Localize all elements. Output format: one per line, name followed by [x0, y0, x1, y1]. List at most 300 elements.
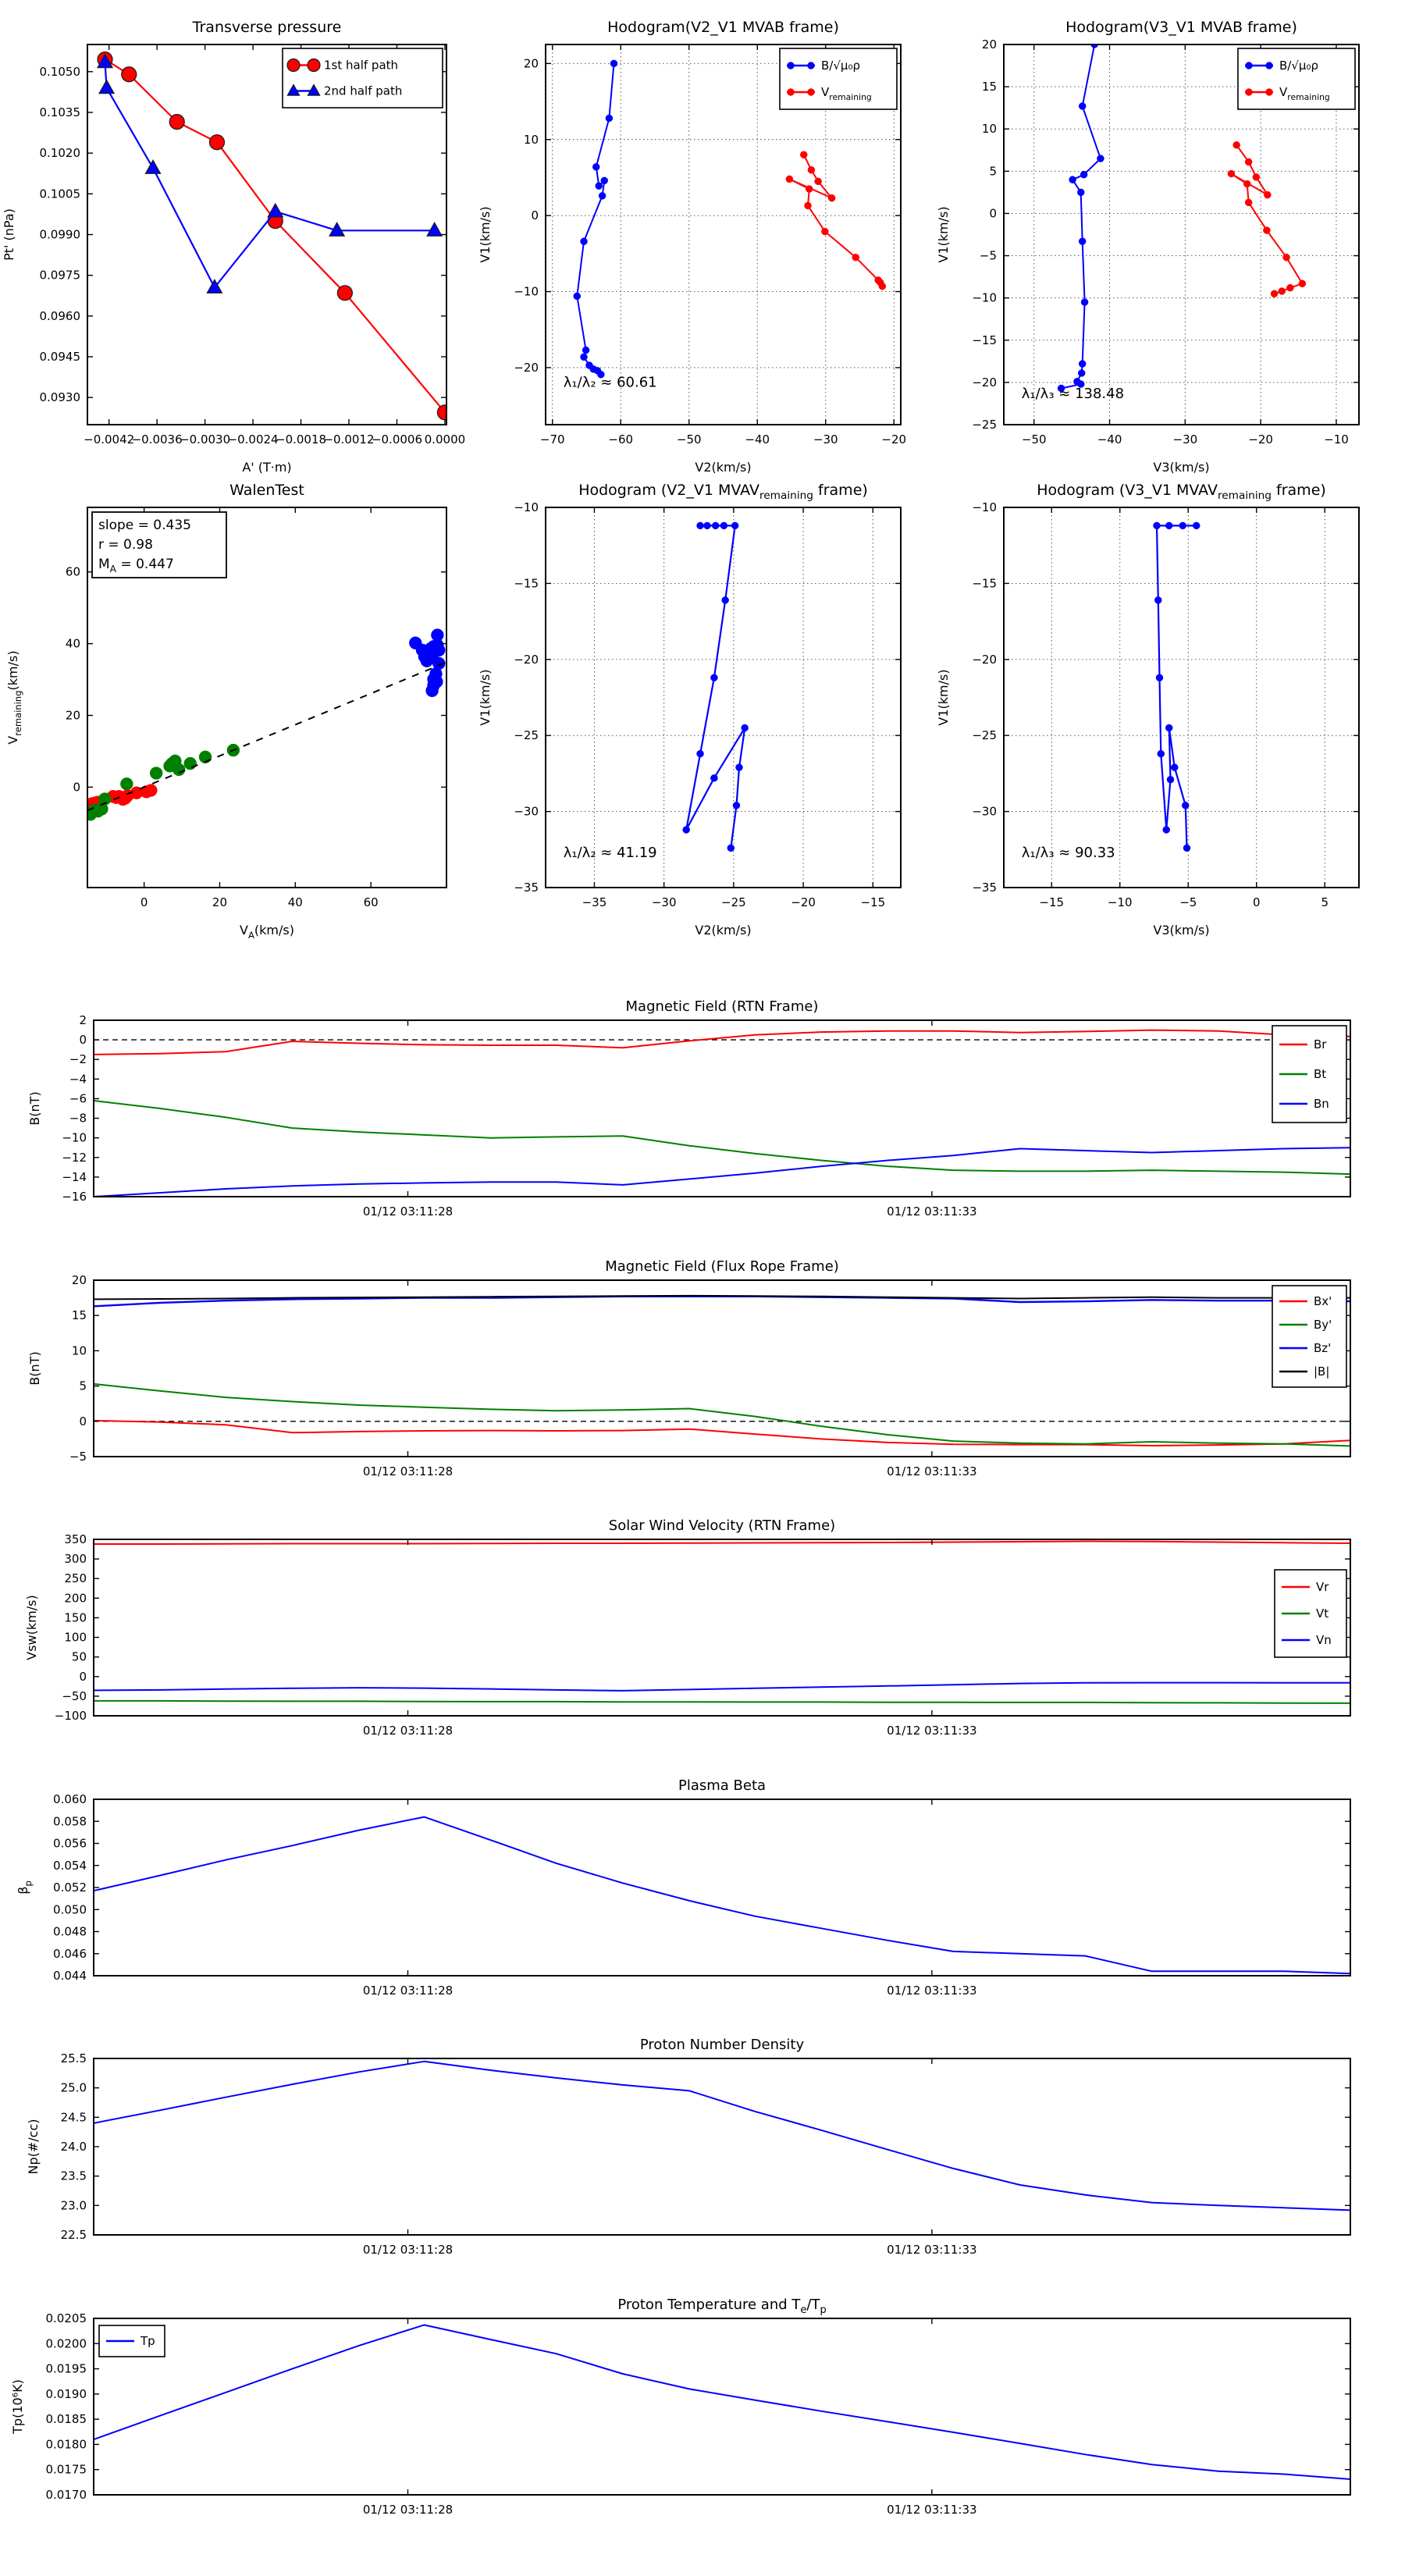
vsw-rtn-legend: [1275, 1570, 1346, 1657]
y-tick-label: 0.1035: [39, 105, 80, 119]
y-tick-label: 23.0: [60, 2198, 87, 2213]
b-rtn: [27, 998, 1350, 1219]
marker: [122, 67, 137, 82]
walen-test-ylabel: $V_{remaining}(km/s)$: [5, 650, 23, 745]
marker: [596, 183, 603, 190]
axes-frame: [1004, 507, 1359, 888]
y-tick-label: 0.0200: [45, 2336, 87, 2351]
y-tick-label: −8: [69, 1111, 87, 1126]
y-tick-label: 0.050: [53, 1902, 87, 1917]
y-tick-label: 0: [73, 780, 80, 795]
marker: [697, 522, 704, 529]
marker: [815, 178, 822, 185]
b-fluxrope: [27, 1258, 1350, 1478]
marker: [722, 596, 729, 603]
y-tick-label: −10: [62, 1130, 87, 1145]
marker: [1080, 171, 1087, 178]
legend-label: B/√μ₀ρ: [1279, 59, 1318, 73]
marker: [430, 675, 443, 688]
legend-label: Vr: [1316, 1580, 1329, 1594]
x-tick-label: −5: [1179, 895, 1197, 909]
marker: [683, 826, 690, 833]
proton-density: [26, 2037, 1350, 2257]
legend-label: 1st half path: [324, 58, 399, 73]
y-tick-label: 20: [981, 37, 997, 52]
marker: [1182, 802, 1189, 809]
marker: [1079, 238, 1086, 245]
y-tick-label: 0.058: [53, 1814, 87, 1829]
y-tick-label: −5: [979, 248, 997, 263]
series-1st half path: [105, 59, 446, 412]
x-tick-label: 01/12 03:11:33: [887, 1724, 977, 1738]
x-tick-label: −30: [651, 895, 677, 909]
marker: [610, 60, 617, 67]
infobox-line: r = 0.98: [98, 537, 153, 553]
legend-label: Bx': [1314, 1294, 1332, 1308]
marker: [1154, 522, 1161, 529]
y-tick-label: 0.1020: [39, 146, 80, 161]
x-tick-label: −35: [582, 895, 607, 909]
marker: [437, 405, 452, 420]
marker: [1283, 254, 1290, 261]
marker: [733, 802, 740, 809]
y-tick-label: 5: [79, 1379, 87, 1393]
y-tick-label: −16: [62, 1190, 87, 1204]
marker: [703, 522, 710, 529]
b-rtn-title: Magnetic Field (RTN Frame): [625, 998, 819, 1015]
marker: [1165, 724, 1172, 731]
b-rtn-legend: [1272, 1026, 1346, 1123]
series-beta_p: [94, 1817, 1350, 1974]
y-tick-label: −25: [514, 728, 539, 743]
marker: [805, 202, 812, 209]
y-tick-label: 0: [989, 206, 997, 221]
marker: [1165, 522, 1172, 529]
b-fluxrope-legend: [1272, 1286, 1346, 1387]
hodogram-v2v1-mvab-annotation: λ₁/λ₂ ≈ 60.61: [563, 374, 657, 391]
y-tick-label: 22.5: [60, 2228, 87, 2242]
marker: [99, 80, 114, 94]
marker: [308, 59, 320, 72]
x-tick-label: 01/12 03:11:33: [887, 1204, 977, 1219]
x-tick-label: 0.0000: [424, 432, 466, 447]
marker: [1163, 826, 1170, 833]
marker: [606, 115, 613, 122]
axes-frame: [546, 507, 901, 888]
hodogram-v2v1-mvab: [478, 19, 906, 475]
legend-label: $V_{remaining}$: [1279, 85, 1330, 102]
hodogram-v2v1-mvav-xlabel: V2(km/s): [695, 923, 752, 938]
series-V_{remaining}: [789, 155, 882, 286]
marker: [727, 845, 735, 852]
hodogram-v2v1-mvav: [478, 482, 901, 938]
x-tick-label: 5: [1321, 895, 1329, 909]
x-tick-label: 01/12 03:11:28: [362, 2503, 454, 2517]
marker: [209, 135, 224, 150]
legend-label: Bn: [1314, 1097, 1329, 1111]
x-tick-label: −0.0042: [84, 432, 135, 447]
marker: [581, 354, 588, 361]
y-tick-label: 0: [79, 1669, 87, 1684]
proton-density-series: [94, 2062, 1350, 2211]
axes-frame: [94, 1799, 1350, 1976]
marker: [144, 784, 157, 796]
legend-label: Tp: [140, 2334, 155, 2348]
b-rtn-series: [94, 1030, 1350, 1197]
transverse-pressure-xlabel: A' (T·m): [242, 460, 292, 475]
marker: [120, 777, 133, 790]
y-tick-label: 0: [79, 1414, 87, 1429]
y-tick-label: −20: [972, 652, 997, 667]
marker: [788, 89, 795, 96]
series-Np: [94, 2062, 1350, 2211]
hodogram-v2v1-mvav-ylabel: V1(km/s): [478, 669, 493, 726]
marker: [1156, 674, 1163, 681]
marker: [1246, 62, 1253, 69]
hodogram-v3v1-mvab-xlabel: V3(km/s): [1153, 460, 1210, 475]
x-tick-label: −20: [791, 895, 816, 909]
y-tick-label: 0.044: [53, 1969, 87, 1983]
y-tick-label: 0.0185: [45, 2412, 87, 2427]
legend-label: Bt: [1314, 1067, 1327, 1081]
y-tick-label: −10: [514, 500, 539, 514]
marker: [786, 176, 793, 183]
y-tick-label: −30: [972, 804, 997, 819]
hodogram-v2v1-mvab-title: Hodogram(V2_V1 MVAB frame): [607, 19, 839, 36]
x-tick-label: 01/12 03:11:33: [887, 1464, 977, 1478]
y-tick-label: −20: [514, 360, 539, 375]
x-tick-label: 01/12 03:11:33: [887, 2243, 977, 2257]
legend-label: $V_{remaining}$: [821, 85, 872, 102]
x-tick-label: −0.0024: [227, 432, 279, 447]
hodogram-v2v1-mvav-annotation: λ₁/λ₂ ≈ 41.19: [563, 845, 657, 862]
hodogram-v3v1-mvab-annotation: λ₁/λ₃ ≈ 138.48: [1021, 385, 1125, 402]
b-fluxrope-series: [94, 1296, 1350, 1446]
proton-temp-ylabel: Tp(10⁶K): [10, 2379, 25, 2434]
x-tick-label: −15: [1039, 895, 1065, 909]
marker: [852, 254, 859, 261]
marker: [808, 89, 815, 96]
legend-label: B/√μ₀ρ: [821, 59, 860, 73]
fit-line: [87, 662, 446, 810]
hodogram-v2v1-mvab-ylabel: V1(km/s): [478, 206, 493, 263]
marker: [1158, 750, 1165, 757]
vsw-rtn-ylabel: Vsw(km/s): [24, 1595, 39, 1660]
marker: [1233, 141, 1240, 148]
legend-label: By': [1314, 1318, 1332, 1332]
hodogram-v3v1-mvav-annotation: λ₁/λ₃ ≈ 90.33: [1021, 845, 1115, 862]
marker: [169, 115, 184, 130]
y-tick-label: 25.5: [60, 2051, 87, 2065]
marker: [1266, 62, 1273, 69]
y-tick-label: 0.0175: [45, 2462, 87, 2477]
x-tick-label: −10: [1324, 432, 1349, 447]
x-tick-label: 01/12 03:11:33: [887, 1984, 977, 1998]
y-tick-label: −14: [62, 1169, 87, 1184]
y-tick-label: −15: [514, 576, 539, 591]
x-tick-label: −40: [745, 432, 770, 447]
x-tick-label: −20: [881, 432, 907, 447]
marker: [720, 522, 727, 529]
x-tick-label: −0.0036: [131, 432, 183, 447]
x-tick-label: −50: [1021, 432, 1047, 447]
marker: [1179, 522, 1186, 529]
y-tick-label: 350: [64, 1532, 87, 1546]
hodogram-v3v1-mvav-ylabel: V1(km/s): [936, 669, 951, 726]
x-tick-label: −0.0018: [276, 432, 327, 447]
y-tick-label: 0.0190: [45, 2386, 87, 2401]
y-tick-label: 5: [989, 164, 997, 179]
b-fluxrope-title: Magnetic Field (Flux Rope Frame): [605, 1258, 839, 1275]
y-tick-label: −10: [514, 284, 539, 299]
transverse-pressure: [2, 19, 465, 475]
y-tick-label: 20: [71, 1273, 87, 1287]
hodogram-v3v1-mvab-title: Hodogram(V3_V1 MVAB frame): [1065, 19, 1297, 36]
y-tick-label: 0.0170: [45, 2488, 87, 2502]
hodogram-v2v1-mvav-title: Hodogram (V2_V1 $MVAV_{remaining}$ frame): [578, 482, 868, 502]
marker: [808, 62, 815, 69]
y-tick-label: 0.054: [53, 1858, 87, 1873]
marker: [1286, 284, 1293, 291]
y-tick-label: 0.0975: [39, 268, 80, 283]
marker: [1193, 522, 1200, 529]
y-tick-label: −10: [972, 500, 997, 514]
marker: [1081, 299, 1088, 306]
hodogram-v3v1-mvav-title: Hodogram (V3_V1 $MVAV_{remaining}$ frame): [1037, 482, 1326, 502]
marker: [806, 186, 813, 193]
y-tick-label: 0.052: [53, 1880, 87, 1895]
y-tick-label: 0.0990: [39, 227, 80, 242]
marker: [1154, 596, 1161, 603]
marker: [1069, 176, 1076, 183]
y-tick-label: −50: [62, 1688, 87, 1703]
vsw-rtn: [24, 1517, 1350, 1738]
y-tick-label: −35: [972, 881, 997, 895]
marker: [574, 293, 581, 300]
x-tick-label: 01/12 03:11:28: [362, 1984, 454, 1998]
y-tick-label: −100: [54, 1709, 87, 1723]
marker: [1078, 369, 1085, 376]
y-tick-label: −2: [69, 1052, 87, 1067]
marker: [601, 177, 608, 184]
series-By': [94, 1384, 1350, 1446]
x-tick-label: −60: [608, 432, 634, 447]
y-tick-label: 0.1005: [39, 187, 80, 201]
series-Tp: [94, 2325, 1350, 2479]
b-rtn-ylabel: B(nT): [27, 1091, 42, 1126]
y-tick-label: −5: [69, 1450, 87, 1464]
y-tick-label: 25.0: [60, 2080, 87, 2095]
series-Bn: [94, 1147, 1350, 1197]
y-tick-label: −25: [972, 418, 997, 432]
series-B/√μ₀ρ: [577, 63, 614, 374]
series-Bt: [94, 1101, 1350, 1174]
marker: [697, 750, 704, 757]
series-V_{remaining}: [1231, 145, 1302, 294]
proton-temp-title: Proton Temperature and $T_e/T_p$: [617, 2297, 827, 2316]
x-tick-label: −20: [1248, 432, 1273, 447]
y-tick-label: 20: [523, 56, 539, 71]
y-tick-label: 0.0205: [45, 2311, 87, 2325]
walen-test-series: [83, 629, 445, 821]
y-tick-label: −25: [972, 728, 997, 743]
y-tick-label: 0.0945: [39, 350, 80, 365]
y-tick-label: 0: [531, 208, 539, 223]
marker: [1264, 191, 1271, 198]
marker: [287, 59, 300, 72]
x-tick-label: 01/12 03:11:28: [362, 1204, 454, 1219]
legend-label: Vn: [1316, 1633, 1332, 1647]
y-tick-label: 0.056: [53, 1836, 87, 1851]
marker: [821, 228, 828, 235]
y-tick-label: −12: [62, 1150, 87, 1165]
marker: [427, 222, 442, 236]
marker: [1266, 89, 1273, 96]
marker: [710, 774, 717, 781]
marker: [1279, 288, 1286, 295]
axes-frame: [94, 2058, 1350, 2235]
y-tick-label: 0.0195: [45, 2361, 87, 2376]
y-tick-label: 15: [71, 1308, 87, 1323]
y-tick-label: 40: [65, 636, 80, 651]
marker: [432, 644, 445, 656]
hodogram-v3v1-mvav-series: [1154, 522, 1200, 852]
x-tick-label: 01/12 03:11:28: [362, 2243, 454, 2257]
y-tick-label: 200: [64, 1591, 87, 1606]
marker: [1245, 158, 1252, 165]
y-tick-label: 20: [65, 708, 80, 723]
y-tick-label: −4: [69, 1072, 87, 1087]
marker: [736, 764, 743, 771]
marker: [800, 151, 807, 158]
y-tick-label: −10: [972, 290, 997, 305]
marker: [731, 522, 738, 529]
hodogram-v3v1-mvav-xlabel: V3(km/s): [1153, 923, 1210, 938]
marker: [742, 724, 749, 731]
marker: [1167, 776, 1174, 783]
y-tick-label: 0.048: [53, 1924, 87, 1939]
marker: [337, 286, 352, 301]
plasma-beta: [16, 1777, 1350, 1998]
x-tick-label: −15: [860, 895, 886, 909]
y-tick-label: 0: [79, 1033, 87, 1048]
marker: [1079, 103, 1086, 110]
y-tick-label: 10: [523, 132, 539, 147]
hodogram-v2v1-mvab-xlabel: V2(km/s): [695, 460, 752, 475]
marker: [592, 163, 599, 170]
plasma-beta-ylabel: $\beta_p$: [16, 1880, 34, 1895]
vsw-rtn-series: [94, 1542, 1350, 1703]
proton-density-ylabel: Np(#/cc): [26, 2119, 41, 2175]
marker: [712, 522, 719, 529]
series-Vr: [94, 1542, 1350, 1545]
transverse-pressure-ylabel: Pt' (nPa): [2, 208, 16, 261]
marker: [1243, 180, 1250, 187]
hodogram-v3v1-mvab-ylabel: V1(km/s): [936, 206, 951, 263]
y-tick-label: −20: [972, 375, 997, 390]
plasma-beta-series: [94, 1817, 1350, 1974]
axes-frame: [94, 2318, 1350, 2495]
x-tick-label: −0.0030: [180, 432, 231, 447]
vsw-rtn-title: Solar Wind Velocity (RTN Frame): [608, 1517, 836, 1534]
legend-label: 2nd half path: [324, 84, 403, 98]
x-tick-label: −30: [1172, 432, 1198, 447]
y-tick-label: 2: [79, 1013, 87, 1027]
x-tick-label: 0: [1252, 895, 1261, 909]
x-tick-label: 40: [287, 895, 303, 909]
y-tick-label: −15: [972, 333, 997, 347]
walen-test-xlabel: $V_A(km/s)$: [240, 923, 294, 941]
marker: [808, 166, 815, 173]
y-tick-label: −30: [514, 804, 539, 819]
legend-label: Bz': [1314, 1341, 1332, 1355]
proton-temp: [10, 2297, 1350, 2517]
hodogram-v3v1-mvab: [936, 19, 1359, 475]
x-tick-label: 20: [212, 895, 228, 909]
transverse-pressure-title: Transverse pressure: [192, 19, 342, 36]
infobox-line: $M_A = 0.447$: [98, 557, 174, 575]
y-tick-label: −6: [69, 1091, 87, 1106]
marker: [1253, 173, 1260, 180]
b-fluxrope-ylabel: B(nT): [27, 1351, 42, 1386]
x-tick-label: 01/12 03:11:28: [362, 1464, 454, 1478]
marker: [788, 62, 795, 69]
marker: [581, 238, 588, 245]
walen-test-title: WalenTest: [229, 482, 304, 499]
marker: [1183, 845, 1190, 852]
axes-frame: [94, 1280, 1350, 1457]
marker: [1299, 280, 1306, 287]
hodogram-v3v1-mvab-legend: [1238, 48, 1355, 109]
hodogram-v2v1-mvab-legend: [780, 48, 897, 109]
marker: [184, 757, 197, 770]
series-Br: [94, 1030, 1350, 1055]
infobox-line: slope = 0.435: [98, 518, 191, 533]
transverse-pressure-legend: [283, 48, 443, 108]
y-tick-label: 250: [64, 1571, 87, 1586]
legend-label: |B|: [1314, 1364, 1330, 1379]
x-tick-label: −70: [539, 432, 565, 447]
y-tick-label: 23.5: [60, 2169, 87, 2183]
x-tick-label: 0: [140, 895, 148, 909]
walen-test: [5, 482, 446, 941]
y-tick-label: 0.1050: [39, 64, 80, 79]
y-tick-label: −15: [972, 576, 997, 591]
y-tick-label: 50: [71, 1649, 87, 1664]
y-tick-label: 150: [64, 1610, 87, 1625]
y-tick-label: −20: [514, 652, 539, 667]
marker: [1228, 170, 1235, 177]
y-tick-label: 60: [65, 564, 80, 579]
marker: [582, 347, 589, 354]
marker: [1171, 764, 1178, 771]
walen-test-infobox: [92, 512, 226, 578]
series-V: [686, 525, 745, 848]
hodogram-v2v1-mvav-series: [683, 522, 749, 852]
y-tick-label: 0.060: [53, 1792, 87, 1806]
y-tick-label: 300: [64, 1552, 87, 1567]
marker: [150, 767, 162, 779]
x-tick-label: 01/12 03:11:28: [362, 1724, 454, 1738]
y-tick-label: 24.5: [60, 2110, 87, 2125]
proton-temp-series: [94, 2325, 1350, 2479]
x-tick-label: −0.0006: [371, 432, 423, 447]
x-tick-label: −40: [1097, 432, 1122, 447]
y-tick-label: 10: [981, 122, 997, 137]
marker: [828, 194, 835, 201]
x-tick-label: −30: [813, 432, 838, 447]
marker: [1077, 189, 1084, 196]
